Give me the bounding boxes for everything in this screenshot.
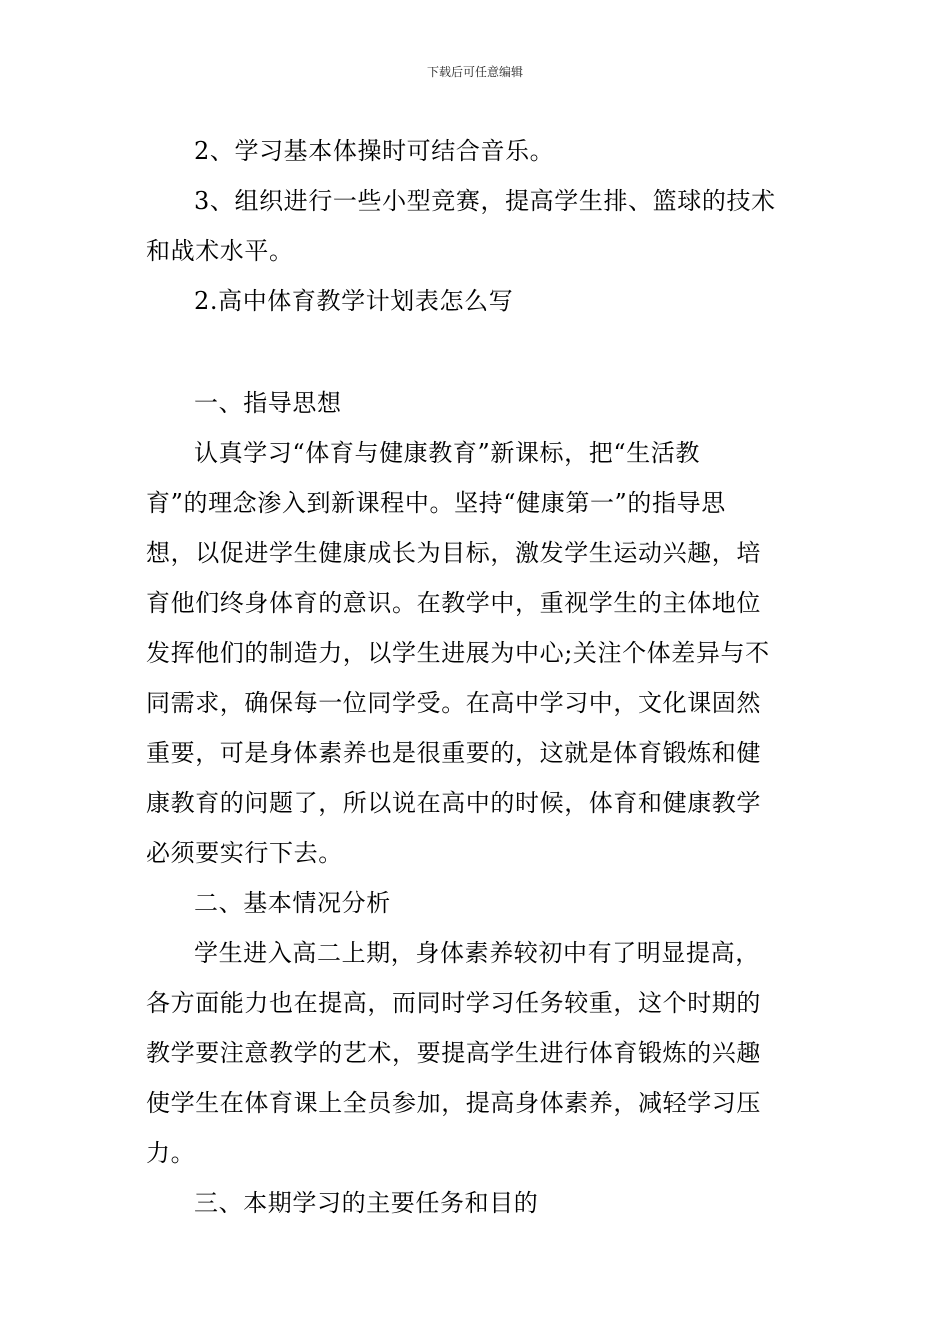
- text-line: 康教育的问题了，所以说在高中的时候，体育和健康教学: [146, 789, 761, 817]
- paragraph-competition-tip: [146, 176, 810, 276]
- text-line: 一、指导思想: [194, 389, 342, 417]
- paragraph-guiding-ideology: [146, 428, 810, 878]
- text-line: 使学生在体育课上全员参加，提高身体素养，减轻学习压: [146, 1089, 761, 1117]
- text-line: 想，以促进学生健康成长为目标，激发学生运动兴趣，培: [146, 539, 761, 567]
- section-title-plan: [146, 276, 810, 326]
- text-line: 各方面能力也在提高，而同时学习任务较重，这个时期的: [146, 989, 761, 1017]
- text-line: 三、本期学习的主要任务和目的: [194, 1189, 539, 1217]
- heading-main-tasks: [146, 1178, 810, 1228]
- text-line: 学生进入高二上期，身体素养较初中有了明显提高，: [194, 939, 760, 967]
- text-line: 育”的理念渗入到新课程中。坚持“健康第一”的指导思: [146, 489, 726, 517]
- text-line: 二、基本情况分析: [194, 889, 391, 917]
- paragraph-basic-analysis: [146, 928, 810, 1178]
- text-line: 重要，可是身体素养也是很重要的，这就是体育锻炼和健: [146, 739, 761, 767]
- text-line: 必须要实行下去。: [146, 839, 343, 867]
- heading-basic-analysis: [146, 878, 810, 928]
- page-header: 下载后可任意编辑: [426, 65, 523, 79]
- text-line: 同需求，确保每一位同学受。在高中学习中，文化课固然: [146, 689, 761, 717]
- text-line: 育他们终身体育的意识。在教学中，重视学生的主体地位: [146, 589, 761, 617]
- heading-guiding-ideology: [146, 378, 810, 428]
- text-line: 教学要注意教学的艺术，要提高学生进行体育锻炼的兴趣: [146, 1039, 761, 1067]
- text-line: 和战术水平。: [146, 237, 294, 265]
- text-line: 3、组织进行一些小型竞赛，提高学生排、篮球的技术: [194, 187, 776, 215]
- text-line: 2、学习基本体操时可结合音乐。: [194, 137, 555, 165]
- text-line: 认真学习“体育与健康教育”新课标，把“生活教: [194, 439, 701, 467]
- text-line: 2.高中体育教学计划表怎么写: [194, 287, 514, 315]
- text-line: 发挥他们的制造力，以学生进展为中心;关注个体差异与不: [146, 639, 770, 667]
- text-line: 力。: [146, 1139, 196, 1167]
- document-body: [146, 126, 810, 1228]
- paragraph-music-tip: [146, 126, 810, 176]
